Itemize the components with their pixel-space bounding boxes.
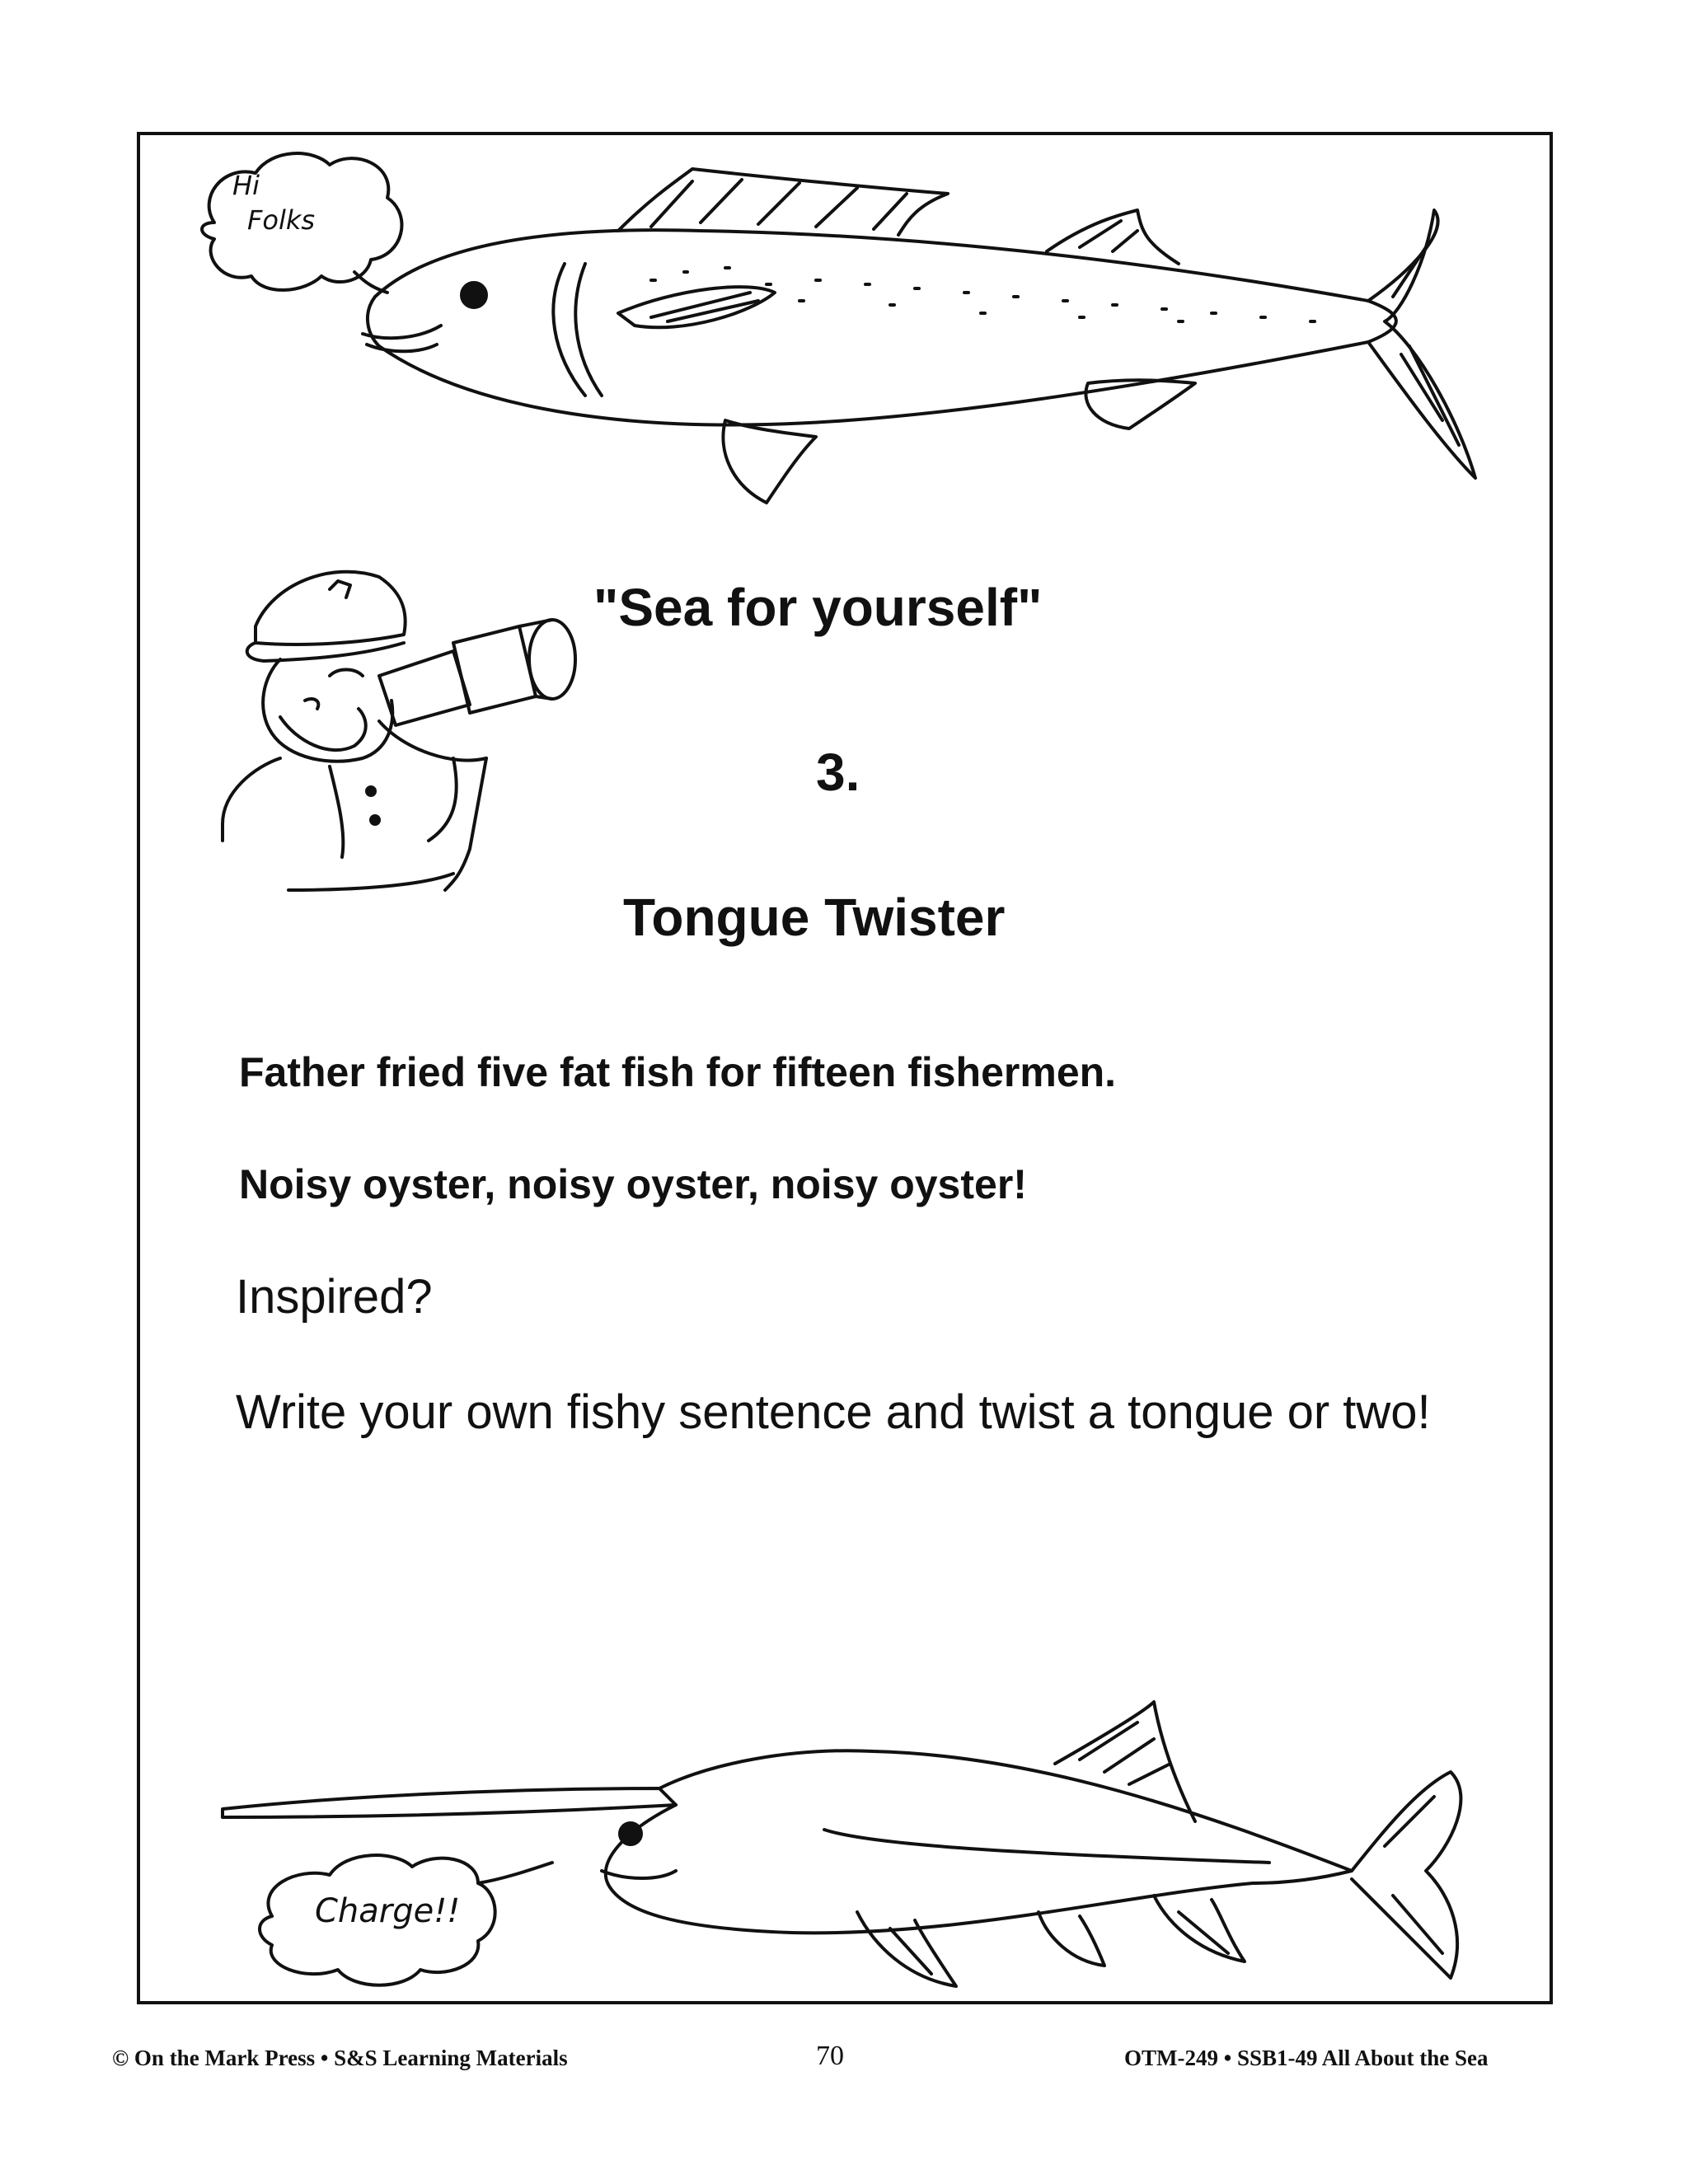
activity-number: 3. xyxy=(816,743,860,802)
page-title: "Sea for yourself" xyxy=(593,578,1043,637)
salmon-fish-icon xyxy=(190,148,1475,511)
footer-page-number: 70 xyxy=(816,2041,844,2071)
swordfish-icon xyxy=(214,1665,1467,1994)
footer-series: OTM-249 • SSB1-49 All About the Sea xyxy=(1124,2046,1489,2070)
tongue-twister-2: Noisy oyster, noisy oyster, noisy oyster! xyxy=(239,1161,1027,1207)
speech-bubble-charge: Charge!! xyxy=(315,1892,461,1930)
speech-bubble-hi: Hi xyxy=(232,170,260,201)
inspired-question: Inspired? xyxy=(236,1270,433,1324)
speech-bubble-folks: Folks xyxy=(247,204,316,236)
footer-copyright: © On the Mark Press • S&S Learning Materials xyxy=(112,2046,568,2070)
sea-captain-telescope-icon xyxy=(206,552,602,907)
activity-subtitle: Tongue Twister xyxy=(623,888,1006,947)
writing-prompt: Write your own fishy sentence and twist a tongue or two! xyxy=(236,1385,1431,1439)
tongue-twister-1: Father fried five fat fish for fifteen fishermen. xyxy=(239,1049,1117,1095)
